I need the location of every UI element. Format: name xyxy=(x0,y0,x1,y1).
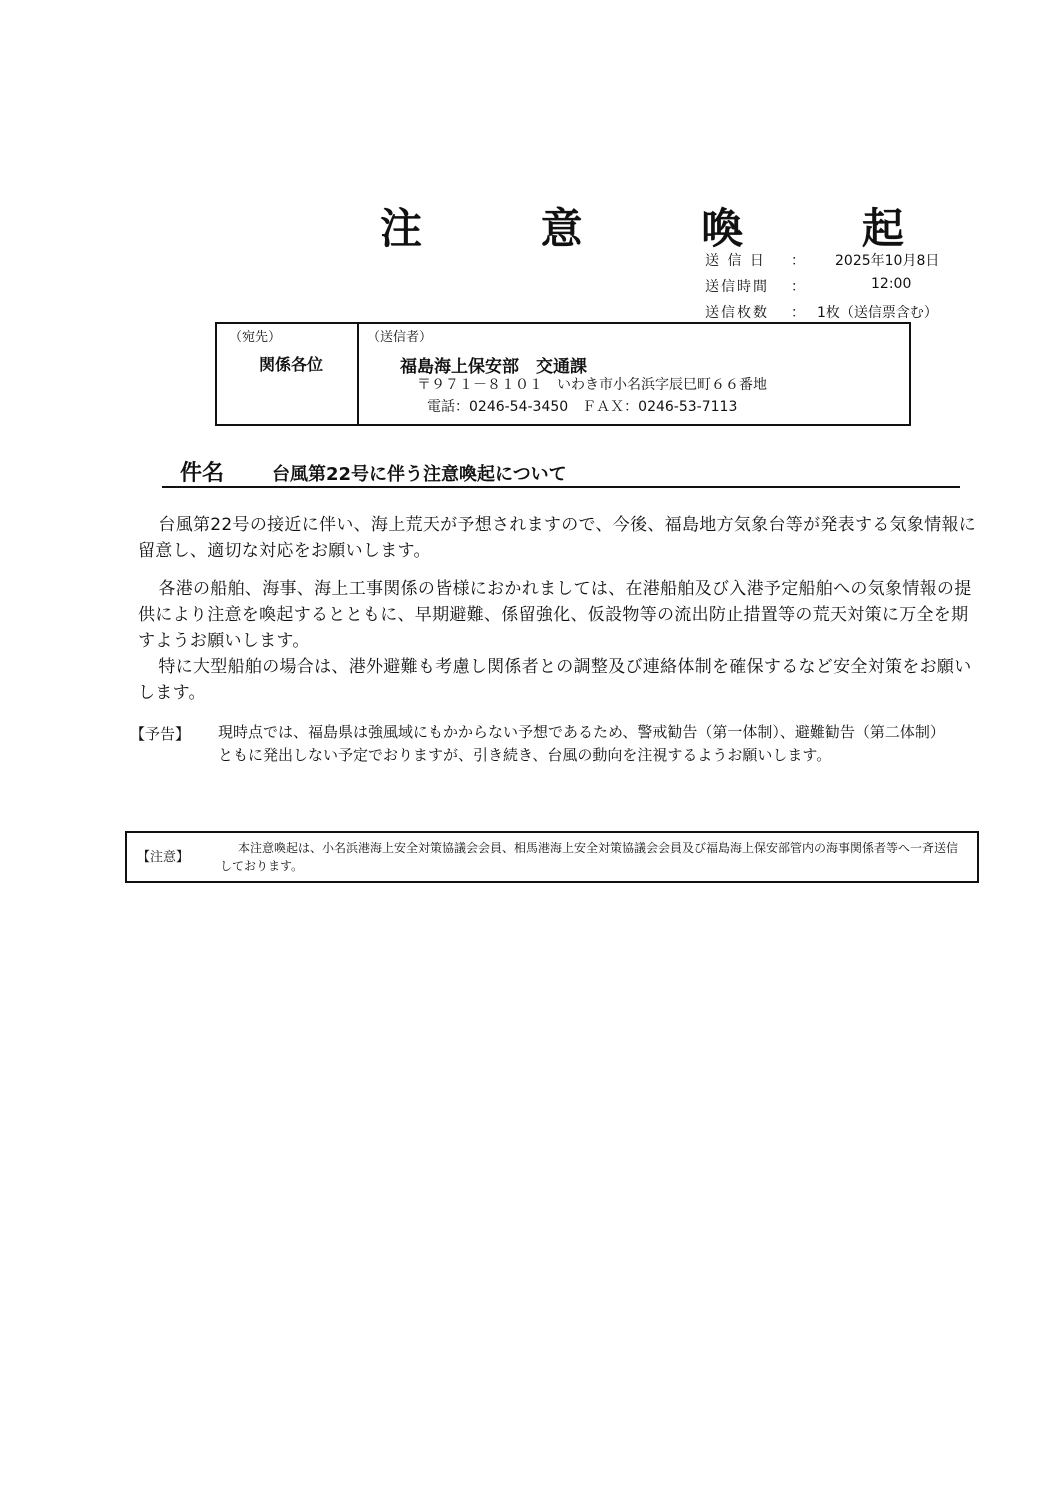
colon: ： xyxy=(791,253,805,269)
subject-label: 件名 xyxy=(180,461,225,486)
send-date-value: 2025年10月8日 xyxy=(835,253,940,269)
colon: ： xyxy=(791,279,805,295)
caution-text: 本注意喚起は、小名浜港海上安全対策協議会会員、相馬港海上安全対策協議会会員及び福島海上保安部管内の海事関係者等へ一斉送信しております。 xyxy=(220,841,959,873)
sender-organization: 福島海上保安部 交通課 xyxy=(400,357,587,377)
caution-box xyxy=(125,831,979,883)
colon: ： xyxy=(791,305,805,321)
addressee-label: （宛先） xyxy=(229,330,282,345)
notice-label: 【予告】 xyxy=(130,725,191,743)
body-paragraph-1: 台風第22号の接近に伴い、海上荒天が予想されますので、今後、福島地方気象台等が発表する気象情報に留意し、適切な対応をお願いします。 xyxy=(138,515,977,561)
subject-text: 台風第22号に伴う注意喚起について xyxy=(272,464,567,485)
page-count-value: 1枚（送信票含む） xyxy=(817,305,938,321)
page-count-label: 送信枚数 xyxy=(705,305,769,321)
send-time-label: 送信時間 xyxy=(705,279,769,295)
send-date-row xyxy=(705,250,965,276)
body-paragraph-3: 特に大型船舶の場合は、港外避難も考慮し関係者との調整及び連絡体制を確保するなど安全対策をお願いします。 xyxy=(138,657,972,703)
address-box xyxy=(215,322,911,426)
address-box-divider xyxy=(357,324,359,424)
send-date-label: 送 信 日 xyxy=(705,253,766,269)
sender-phone-fax: 電話：0246-54-3450 ＦＡＸ：0246-53-7113 xyxy=(427,399,738,415)
send-time-value: 12:00 xyxy=(871,276,912,292)
sender-label: （送信者） xyxy=(367,330,433,345)
send-info xyxy=(705,250,965,328)
addressee-value: 関係各位 xyxy=(259,355,324,374)
caution-label: 【注意】 xyxy=(137,850,190,865)
body-paragraph-2: 各港の船舶、海事、海上工事関係の皆様におかれましては、在港船舶及び入港予定船舶への気象情報の提供により注意を喚起するとともに、早期避難、係留強化、仮設物等の流出防止措置等の荒天対策に万全を期すようお願いします。 xyxy=(138,579,972,651)
notice-text: 現時点では、福島県は強風域にもかからない予想であるため、警戒勧告（第一体制）、避難勧告（第二体制）ともに発出しない予定でおりますが、引き続き、台風の動向を注視するようお願いします。 xyxy=(218,723,945,764)
body-text xyxy=(138,512,983,706)
send-time-row xyxy=(705,276,965,302)
subject-heading xyxy=(162,456,960,488)
sender-address: 〒９７１－８１０１ いわき市小名浜字辰巳町６６番地 xyxy=(417,377,767,393)
document-title: 注 意 喚 起 xyxy=(380,204,956,253)
